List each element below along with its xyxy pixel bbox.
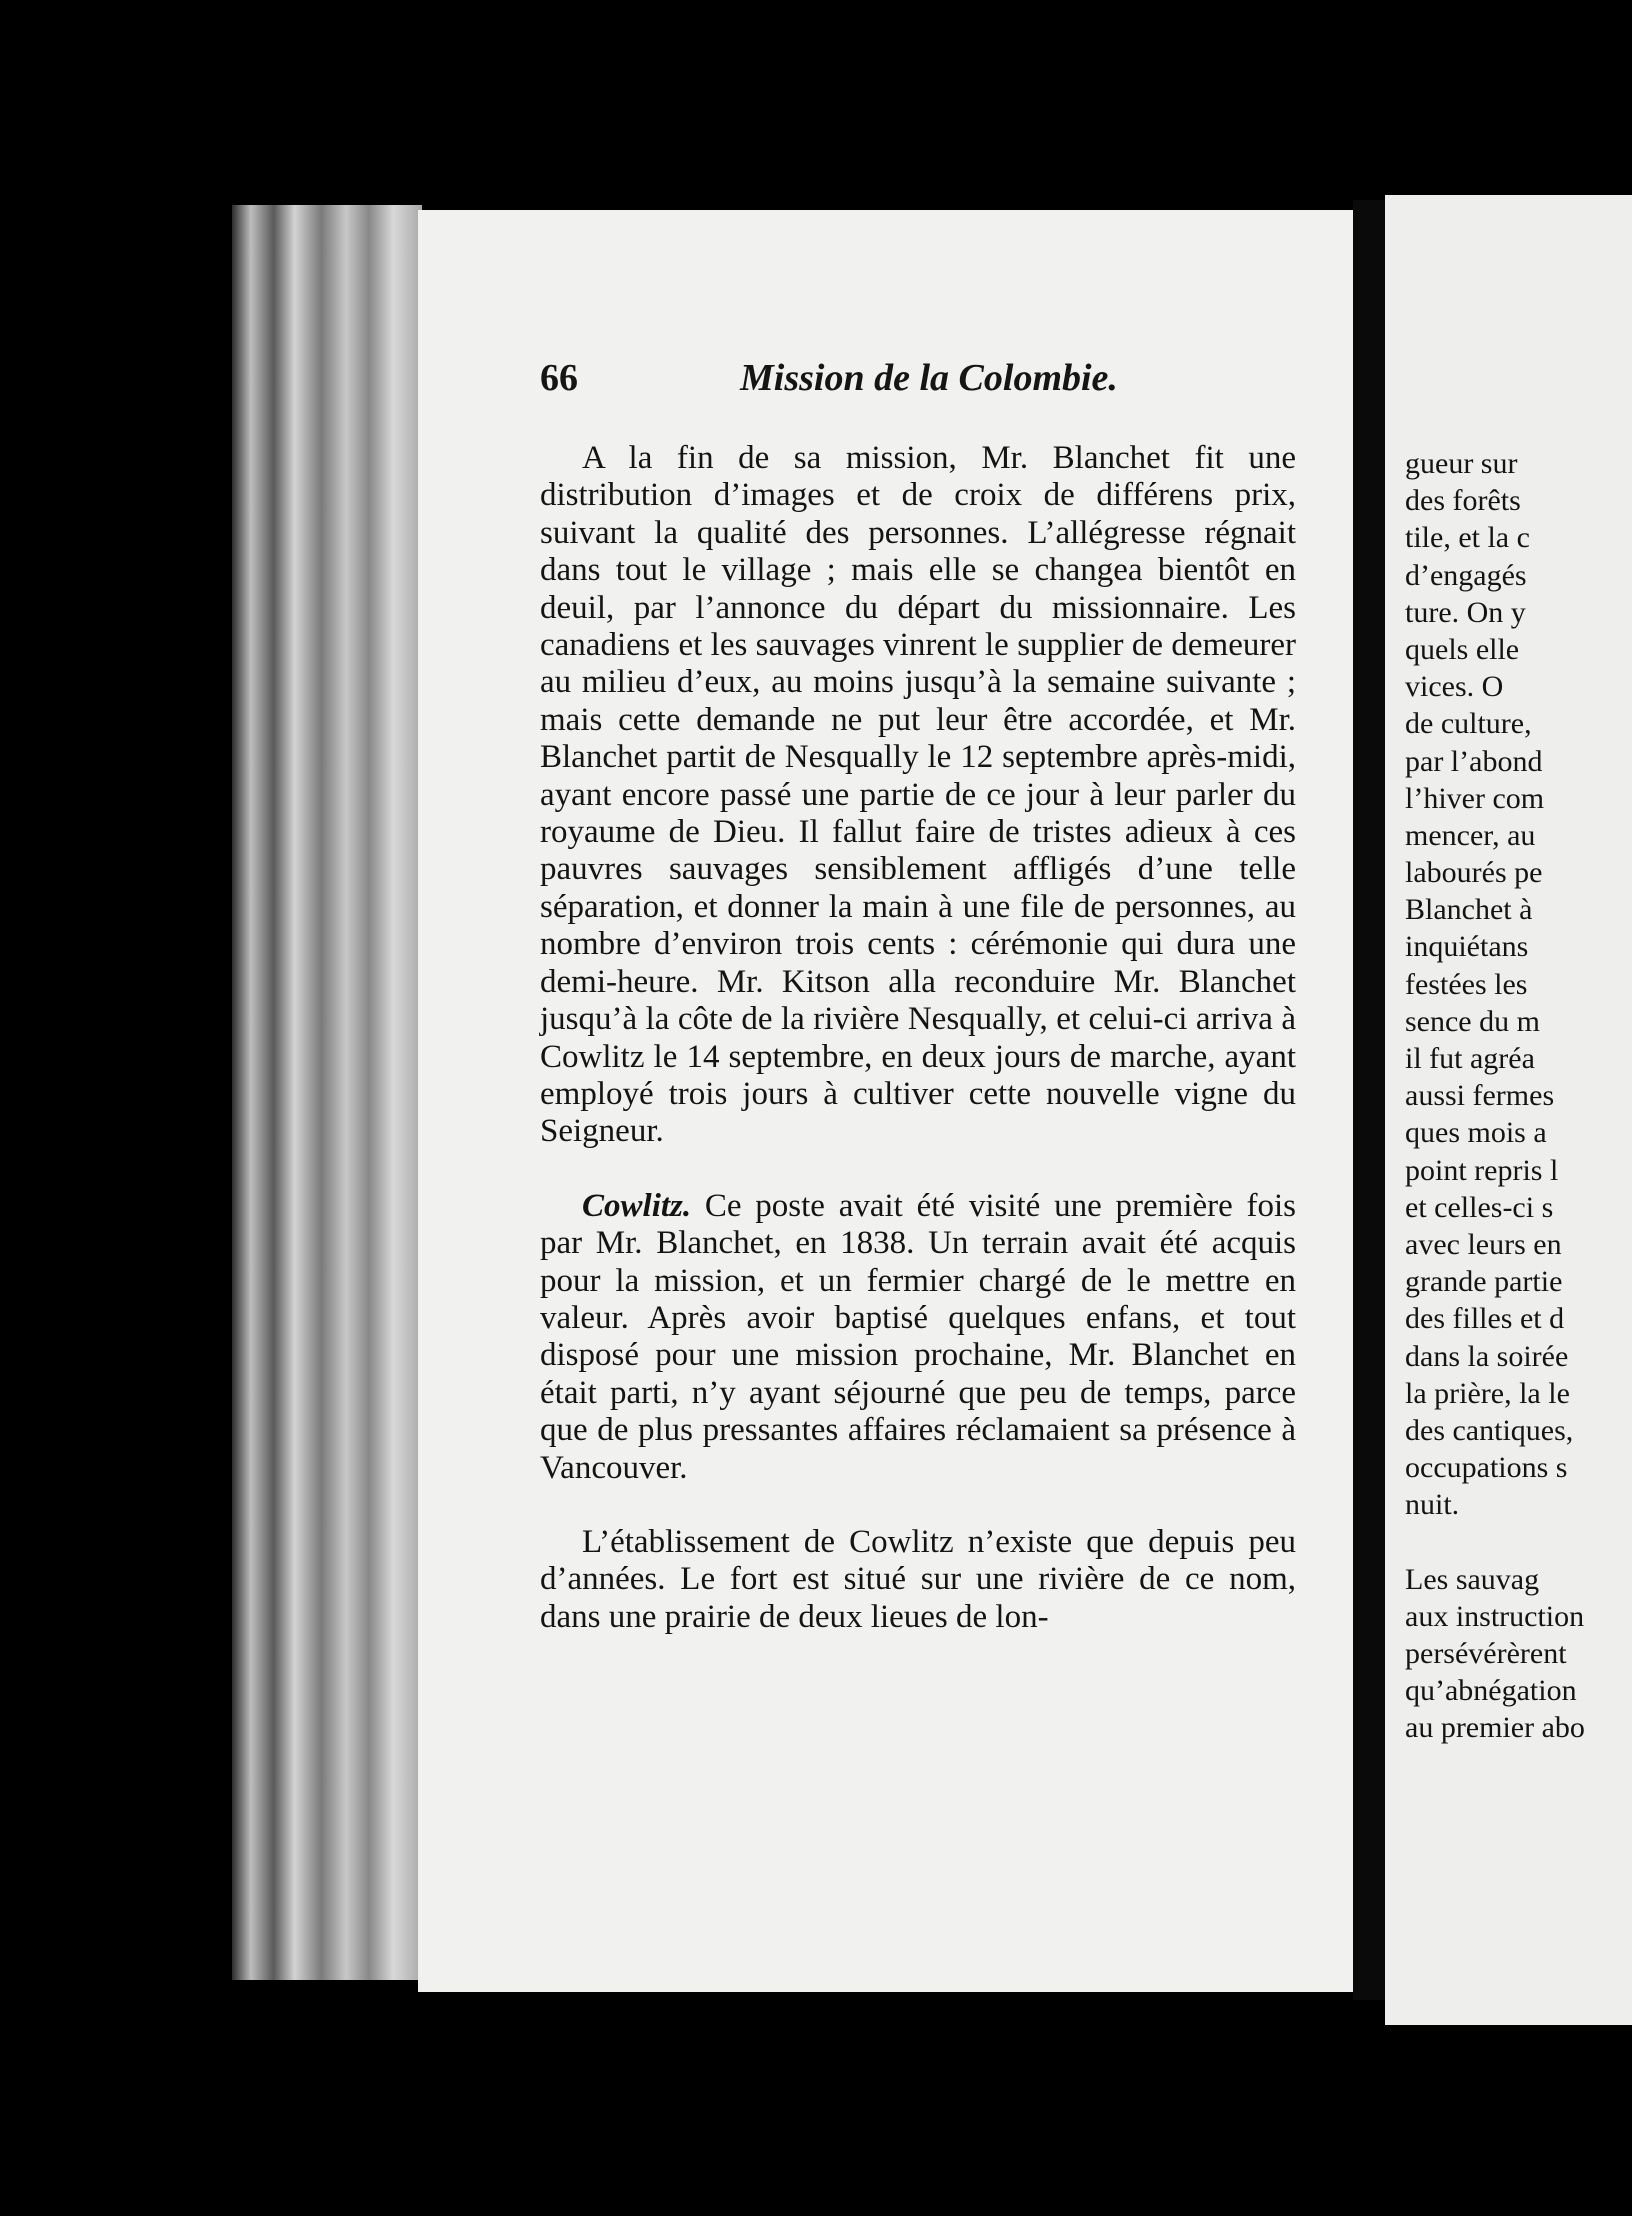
right-page-line: grande partie <box>1405 1265 1563 1299</box>
right-page-line: aussi fermes <box>1405 1079 1555 1113</box>
right-page-line: Les sauvag <box>1405 1562 1540 1596</box>
right-page-line: festées les <box>1405 967 1528 1001</box>
right-page-line: aux instruction <box>1405 1599 1585 1633</box>
right-page-line: vices. O <box>1405 670 1504 704</box>
right-page-line: ques mois a <box>1405 1116 1547 1150</box>
right-page-line: des filles et d <box>1405 1302 1565 1336</box>
paragraph <box>540 1188 1296 1487</box>
right-page-line: de culture, <box>1405 707 1532 741</box>
right-page-line: occupations s <box>1405 1451 1568 1485</box>
right-page-line: Blanchet à <box>1405 893 1533 927</box>
right-page-line: gueur sur <box>1405 447 1518 480</box>
right-page-line: qu’abnégation <box>1405 1674 1577 1708</box>
right-page-line: et celles-ci s <box>1405 1190 1554 1224</box>
right-page-line: ture. On y <box>1405 595 1526 629</box>
paragraph-gap <box>1405 1523 1632 1560</box>
paragraph-text: L’établissement de Cowlitz n’existe que depuis peu d’années. Le fort est situé sur une rivière de ce nom, dans une prairie de deux lieues de lon- <box>540 1523 1296 1635</box>
left-page-text <box>540 440 1296 1636</box>
paragraph-text: A la fin de sa mission, Mr. Blanchet fit une distribution d’images et de croix de différens prix, suivant la qualité des personnes. L’allégresse régnait dans tout le village ; mais elle se changea bientôt en deuil, par l’annonce du départ du missionnaire. Les canadiens et les sauvages vinrent le supplier de demeurer au milieu d’eux, au moins jusqu’à la semaine suivante ; mais cette demande ne put leur être accordée, et Mr. Blanchet partit de Nesqually le 12 septembre après-midi, ayant encore passé une partie de ce jour à leur parler du royaume de Dieu. Il fallut faire de tristes adieux à ces pauvres sauvages sensiblement affligés d’une telle séparation, et donner la main à une file de personnes, au nombre d’environ trois cents : cérémonie qui dura une demi-heure. Mr. Kitson alla reconduire Mr. Blanchet jusqu’à la côte de la rivière Nesqually, et celui-ci arriva à Cowlitz le 14 septembre, en deux jours de marche, ayant employé trois jours à cultiver cette nouvelle vigne du Seigneur. <box>540 440 1296 1150</box>
right-page-line: labourés pe <box>1405 856 1543 890</box>
book-gutter <box>1353 200 1385 2000</box>
right-page-line: avec leurs en <box>1405 1227 1562 1261</box>
right-page-line: quels elle <box>1405 632 1520 666</box>
running-title: Mission de la Colombie. <box>740 357 1118 399</box>
right-page-line: l’hiver com <box>1405 781 1545 815</box>
paragraph <box>540 1524 1296 1636</box>
right-page-line: des cantiques, <box>1405 1413 1574 1447</box>
right-page <box>1385 195 1632 2025</box>
right-page-line: des forêts <box>1405 484 1521 518</box>
paragraph-lead: Cowlitz. <box>582 1187 692 1224</box>
right-page-line: il fut agréa <box>1405 1042 1535 1075</box>
page-number: 66 <box>540 357 578 399</box>
right-page-line: point repris l <box>1405 1153 1559 1187</box>
running-head <box>540 356 1240 406</box>
right-page-line: tile, et la c <box>1405 521 1530 555</box>
paragraph-text: Ce poste avait été visité une première fois par Mr. Blanchet, en 1838. Un terrain avait été acquis pour la mission, et un fermier chargé de le mettre en valeur. Après avoir baptisé quelques enfans, et tout disposé pour une mission prochaine, Mr. Blanchet en était parti, n’y ayant séjourné que peu de temps, parce que de plus pressantes affaires réclamaient sa présence à Vancouver. <box>540 1187 1296 1486</box>
right-page-line: au premier abo <box>1405 1711 1585 1745</box>
book-page-edges <box>232 205 422 1980</box>
right-page-line: par l’abond <box>1405 744 1543 778</box>
right-page-line: inquiétans <box>1405 930 1529 964</box>
right-page-line: la prière, la le <box>1405 1376 1570 1410</box>
right-page-line: persévérèrent <box>1405 1637 1567 1670</box>
right-page-line: nuit. <box>1405 1488 1460 1522</box>
right-page-line: d’engagés <box>1405 558 1527 592</box>
paragraph <box>540 440 1296 1151</box>
right-page-text <box>1405 445 1632 1747</box>
right-page-line: dans la soirée <box>1405 1339 1569 1373</box>
right-page-line: sence du m <box>1405 1004 1540 1038</box>
right-page-line: mencer, au <box>1405 818 1536 852</box>
